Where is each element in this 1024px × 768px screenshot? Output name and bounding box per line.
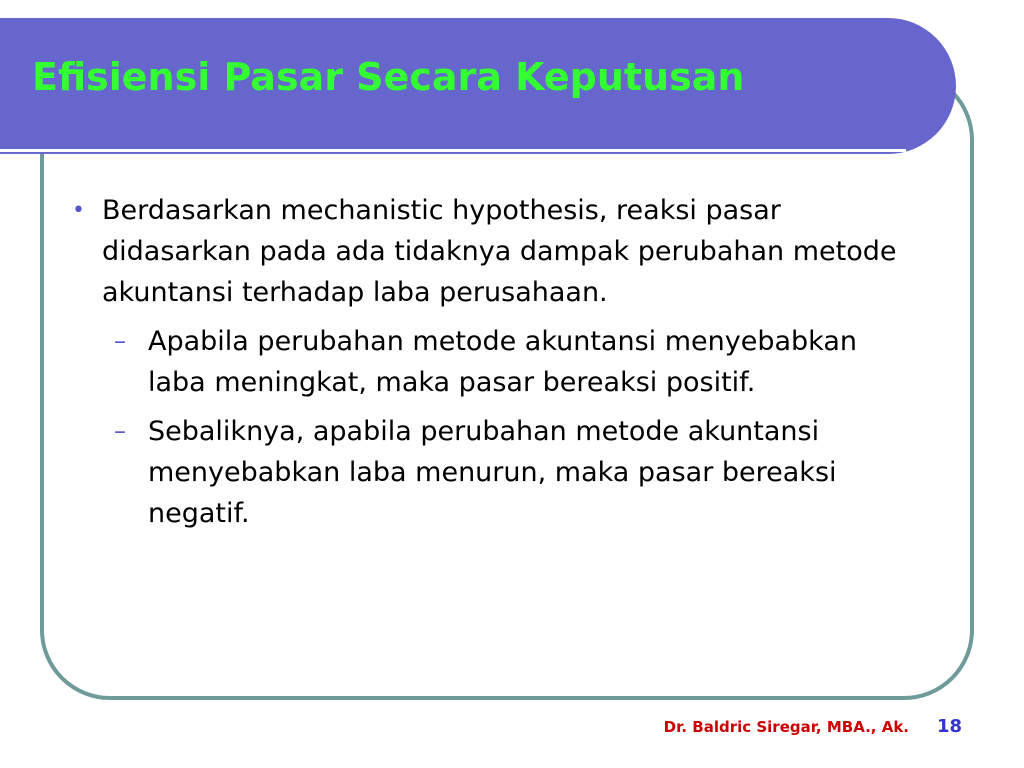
page-number: 18 <box>936 716 962 737</box>
dash-icon: – <box>114 417 126 445</box>
sub-bullet-item <box>102 411 912 534</box>
bullet-item <box>72 190 912 534</box>
footer-author: Dr. Baldric Siregar, MBA., Ak. <box>663 718 909 736</box>
dash-icon: – <box>114 327 126 355</box>
sub-bullet-text: Apabila perubahan metode akuntansi menyebabkan laba meningkat, maka pasar bereaksi positif. <box>148 326 858 398</box>
sub-bullet-list <box>102 321 912 534</box>
sub-bullet-text: Sebaliknya, apabila perubahan metode akuntansi menyebabkan laba menurun, maka pasar bereaksi negatif. <box>148 416 837 529</box>
sub-bullet-item <box>102 321 912 403</box>
bullet-text: Berdasarkan mechanistic hypothesis, reaksi pasar didasarkan pada ada tidaknya dampak perubahan metode akuntansi terhadap laba perusahaan. <box>102 195 897 308</box>
slide-title: Efisiensi Pasar Secara Keputusan <box>32 55 745 99</box>
bullet-dot-icon: • <box>72 198 85 223</box>
bullet-list <box>72 190 912 542</box>
title-underline <box>0 149 906 152</box>
